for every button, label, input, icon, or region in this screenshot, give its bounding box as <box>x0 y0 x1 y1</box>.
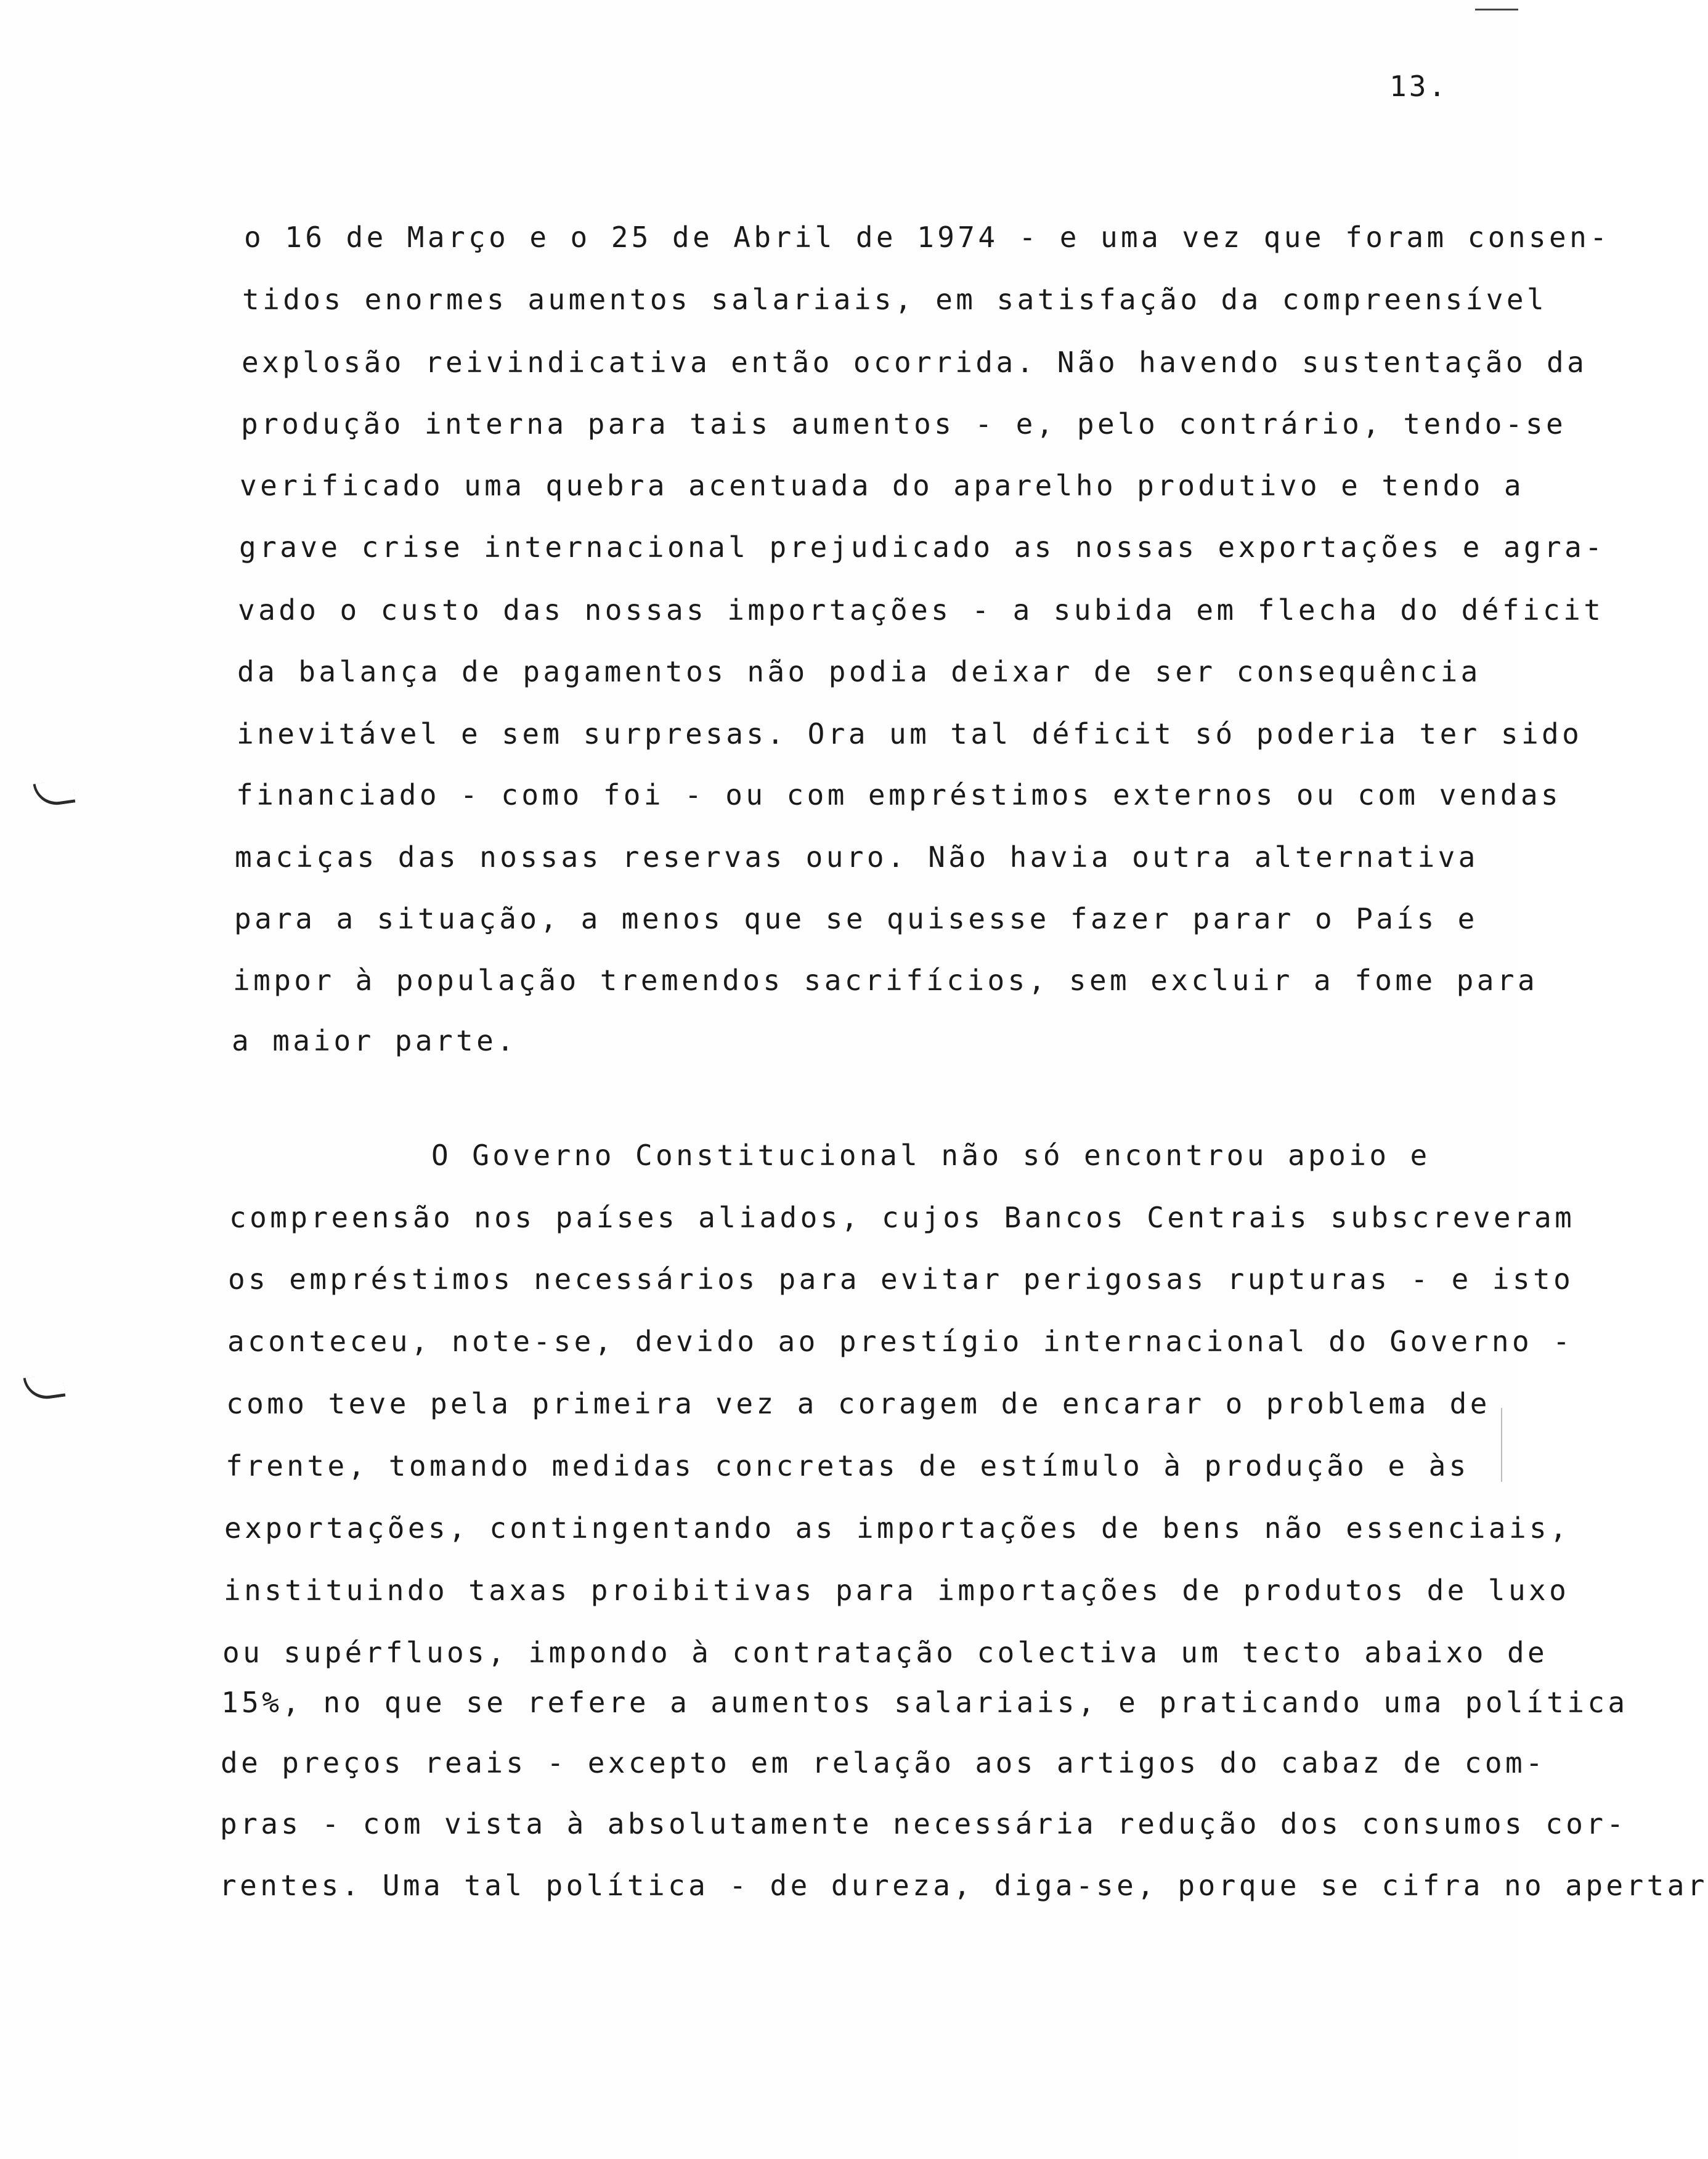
page-number: 13. <box>1389 70 1449 103</box>
text-line: impor à população tremendos sacrifícios, sem excluir a fome para <box>233 964 1539 997</box>
text-line: grave crise internacional prejudicado as nossas exportações e agra- <box>239 531 1606 564</box>
text-line: inevitável e sem surpresas. Ora um tal déficit só poderia ter sido <box>237 717 1583 750</box>
text-line: de preços reais - excepto em relação aos artigos do cabaz de com- <box>221 1746 1547 1779</box>
text-line: exportações, contingentando as importações de bens não essenciais, <box>224 1511 1571 1545</box>
text-line: compreensão nos países aliados, cujos Bancos Centrais subscreveram <box>229 1201 1576 1234</box>
text-line: instituindo taxas proibitivas para importações de produtos de luxo <box>224 1574 1570 1607</box>
text-line: pras - com vista à absolutamente necessária redução dos consumos cor- <box>220 1807 1627 1840</box>
text-line: vado o custo das nossas importações - a subida em flecha do déficit <box>238 593 1604 627</box>
text-line: maciças das nossas reservas ouro. Não havia outra alternativa <box>235 840 1479 874</box>
text-line: rentes. Uma tal política - de dureza, diga-se, porque se cifra no apertar <box>219 1869 1708 1902</box>
text-line: como teve pela primeira vez a coragem de encarar o problema de <box>226 1387 1490 1420</box>
text-line: O Governo Constitucional não só encontrou apoio e <box>431 1139 1431 1172</box>
text-line: ou supérfluos, impondo à contratação colectiva um tecto abaixo de <box>222 1636 1548 1669</box>
text-line: para a situação, a menos que se quisesse fazer parar o País e <box>234 902 1478 935</box>
text-line: a maior parte. <box>232 1024 518 1057</box>
text-line: financiado - como foi - ou com empréstimos externos ou com vendas <box>236 778 1562 811</box>
text-line: verificado uma quebra acentuada do aparelho produtivo e tendo a <box>240 469 1524 502</box>
text-line: frente, tomando medidas concretas de estímulo à produção e às <box>226 1449 1470 1482</box>
binding-hole-mark <box>23 1373 66 1402</box>
text-line: aconteceu, note-se, devido ao prestígio internacional do Governo - <box>227 1325 1574 1358</box>
text-line: o 16 de Março e o 25 de Abril de 1974 - e uma vez que foram consen- <box>244 221 1611 254</box>
text-line: tidos enormes aumentos salariais, em satisfação da compreensível <box>242 283 1548 316</box>
text-line: explosão reivindicativa então ocorrida. Não havendo sustentação da <box>242 346 1588 379</box>
binding-hole-mark <box>33 779 76 808</box>
text-line: 15%, no que se refere a aumentos salariais, e praticando uma política <box>221 1686 1629 1719</box>
top-edge-mark <box>1475 9 1518 10</box>
text-line: os empréstimos necessários para evitar perigosas rupturas - e isto <box>228 1262 1574 1296</box>
scan-artifact <box>1501 1408 1502 1482</box>
text-line: produção interna para tais aumentos - e, pelo contrário, tendo-se <box>241 407 1567 441</box>
text-line: da balança de pagamentos não podia deixar de ser consequência <box>237 655 1481 688</box>
